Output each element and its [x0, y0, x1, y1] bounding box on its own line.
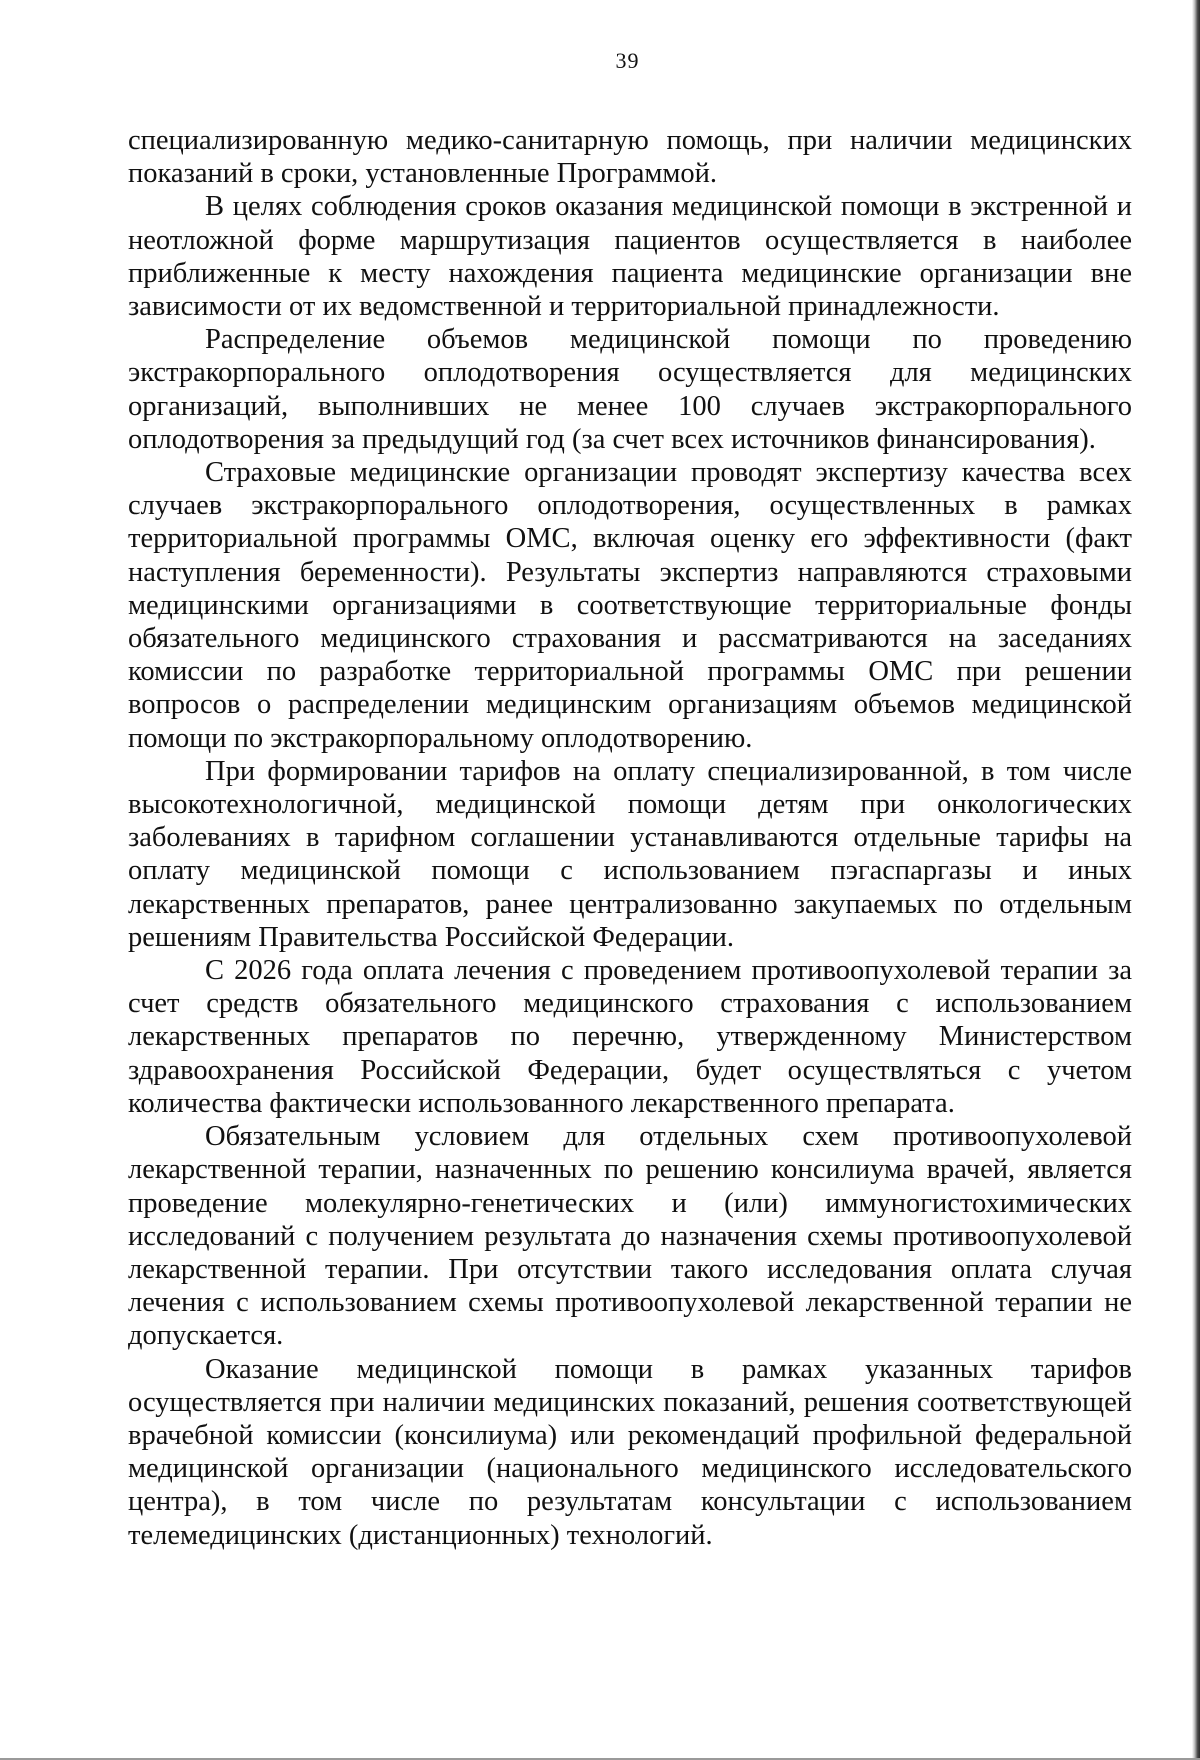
paragraph-6: С 2026 года оплата лечения с проведением противоопухолевой терапии за счет средств обязательного медицинского страхования с использованием лекарственных препаратов по перечню, утвержденному Министерством здравоохранения Российской Федерации, будет осуществляться с учетом количества фактически использованного лекарственного препарата. — [128, 955, 1132, 1119]
paragraph-1-continued: специализированную медико-санитарную помощь, при наличии медицинских показаний в сроки, установленные Программой. — [128, 125, 1132, 190]
body-text — [128, 124, 1132, 1552]
scan-edge-shadow — [1192, 0, 1200, 1760]
paragraph-5: При формировании тарифов на оплату специализированной, в том числе высокотехнологичной, медицинской помощи детям при онкологических заболеваниях в тарифном соглашении устанавливаются отдельные тарифы на оплату медицинской помощи с использованием пэгаспаргазы и иных лекарственных препаратов, ранее централизованно закупаемых по отдельным решениям Правительства Российской Федерации. — [128, 755, 1132, 953]
paragraph-4: Страховые медицинские организации проводят экспертизу качества всех случаев экстракорпорального оплодотворения, осуществленных в рамках территориальной программы ОМС, включая оценку его эффективности (факт наступления беременности). Результаты экспертиз направляются страховыми медицинскими организациями в соответствующие территориальные фонды обязательного медицинского страхования и рассматриваются на заседаниях комиссии по разработке территориальной программы ОМС при решении вопросов о распределении медицинским организациям объемов медицинской помощи по экстракорпоральному оплодотворению. — [128, 457, 1132, 754]
paragraph-3: Распределение объемов медицинской помощи по проведению экстракорпорального оплодотворения осуществляется для медицинских организаций, выполнивших не менее 100 случаев экстракорпорального оплодотворения за предыдущий год (за счет всех источников финансирования). — [128, 324, 1132, 455]
paragraph-8: Оказание медицинской помощи в рамках указанных тарифов осуществляется при наличии медицинских показаний, решения соответствующей врачебной комиссии (консилиума) или рекомендаций профильной федеральной медицинской организации (национального медицинского исследовательского центра), в том числе по результатам консультации с использованием телемедицинских (дистанционных) технологий. — [128, 1353, 1132, 1551]
page-number: 39 — [615, 48, 640, 73]
paragraph-7: Обязательным условием для отдельных схем противоопухолевой лекарственной терапии, назначенных по решению консилиума врачей, является проведение молекулярно-генетических и (или) иммуногистохимических исследований с получением результата до назначения схемы противоопухолевой лекарственной терапии. При отсутствии такого исследования оплата случая лечения с использованием схемы противоопухолевой лекарственной терапии не допускается. — [128, 1121, 1132, 1352]
paragraph-2: В целях соблюдения сроков оказания медицинской помощи в экстренной и неотложной форме маршрутизация пациентов осуществляется в наиболее приближенные к месту нахождения пациента медицинские организации вне зависимости от их ведомственной и территориальной принадлежности. — [128, 191, 1132, 323]
